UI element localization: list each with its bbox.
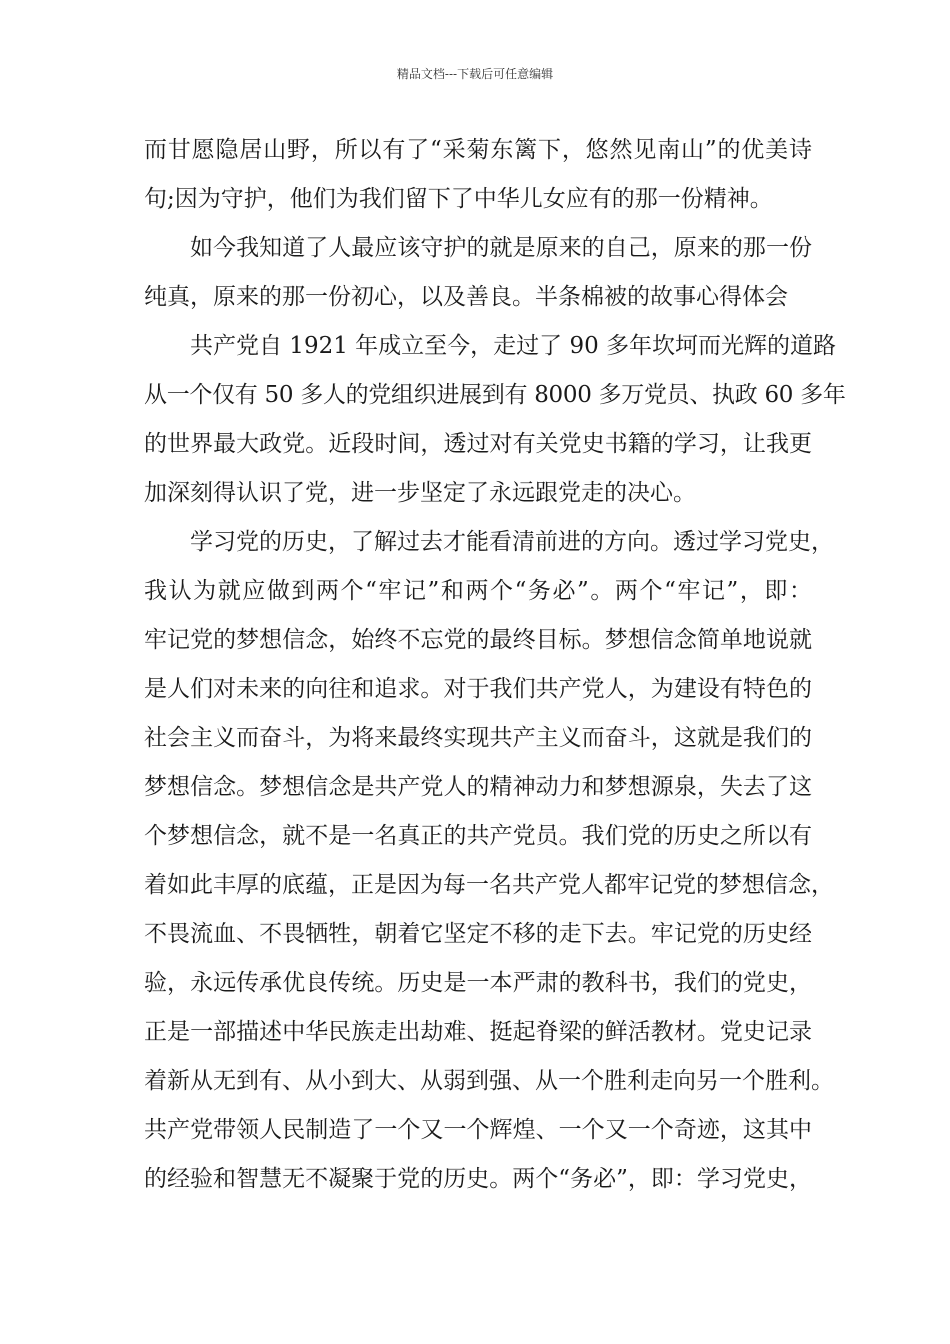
text-line: 着如此丰厚的底蕴，正是因为每一名共产党人都牢记党的梦想信念， <box>144 872 834 898</box>
text-line: 纯真，原来的那一份初心，以及善良。半条棉被的故事心得体会 <box>144 284 788 310</box>
text-line: 共产党带领人民制造了一个又一个辉煌、一个又一个奇迹，这其中 <box>144 1117 812 1143</box>
text-line: 的世界最大政党。近段时间，透过对有关党史书籍的学习，让我更 <box>144 431 812 457</box>
text-line: 共产党自 1921 年成立至今，走过了 90 多年坎坷而光辉的道路 <box>190 333 837 359</box>
text-line: 如今我知道了人最应该守护的就是原来的自己，原来的那一份 <box>190 235 812 261</box>
body-text <box>144 126 846 1204</box>
text-line: 句;因为守护，他们为我们留下了中华儿女应有的那一份精神。 <box>144 186 773 212</box>
text-line: 从一个仅有 50 多人的党组织进展到有 8000 多万党员、执政 60 多年 <box>144 382 846 408</box>
text-line: 是人们对未来的向往和追求。对于我们共产党人，为建设有特色的 <box>144 676 812 702</box>
text-line: 正是一部描述中华民族走出劫难、挺起脊梁的鲜活教材。党史记录 <box>144 1019 812 1045</box>
text-line: 社会主义而奋斗，为将来最终实现共产主义而奋斗，这就是我们的 <box>144 725 812 751</box>
text-line: 着新从无到有、从小到大、从弱到强、从一个胜利走向另一个胜利。 <box>144 1068 834 1094</box>
text-line: 学习党的历史，了解过去才能看清前进的方向。透过学习党史， <box>190 529 834 555</box>
text-line: 的经验和智慧无不凝聚于党的历史。两个“务必”，即：学习党史， <box>144 1166 812 1192</box>
text-line: 我认为就应做到两个“牢记”和两个“务必”。两个“牢记”，即： <box>144 578 812 604</box>
text-line: 加深刻得认识了党，进一步坚定了永远跟党走的决心。 <box>144 480 696 506</box>
text-line: 个梦想信念，就不是一名真正的共产党员。我们党的历史之所以有 <box>144 823 812 849</box>
text-line: 梦想信念。梦想信念是共产党人的精神动力和梦想源泉，失去了这 <box>144 774 812 800</box>
text-line: 而甘愿隐居山野，所以有了“采菊东篱下，悠然见南山”的优美诗 <box>144 137 812 163</box>
text-line: 验，永远传承优良传统。历史是一本严肃的教科书，我们的党史， <box>144 970 812 996</box>
text-line: 不畏流血、不畏牺牲，朝着它坚定不移的走下去。牢记党的历史经 <box>144 921 812 947</box>
page-header: 精品文档---下载后可任意编辑 <box>396 67 554 81</box>
text-line: 牢记党的梦想信念，始终不忘党的最终目标。梦想信念简单地说就 <box>144 627 812 653</box>
